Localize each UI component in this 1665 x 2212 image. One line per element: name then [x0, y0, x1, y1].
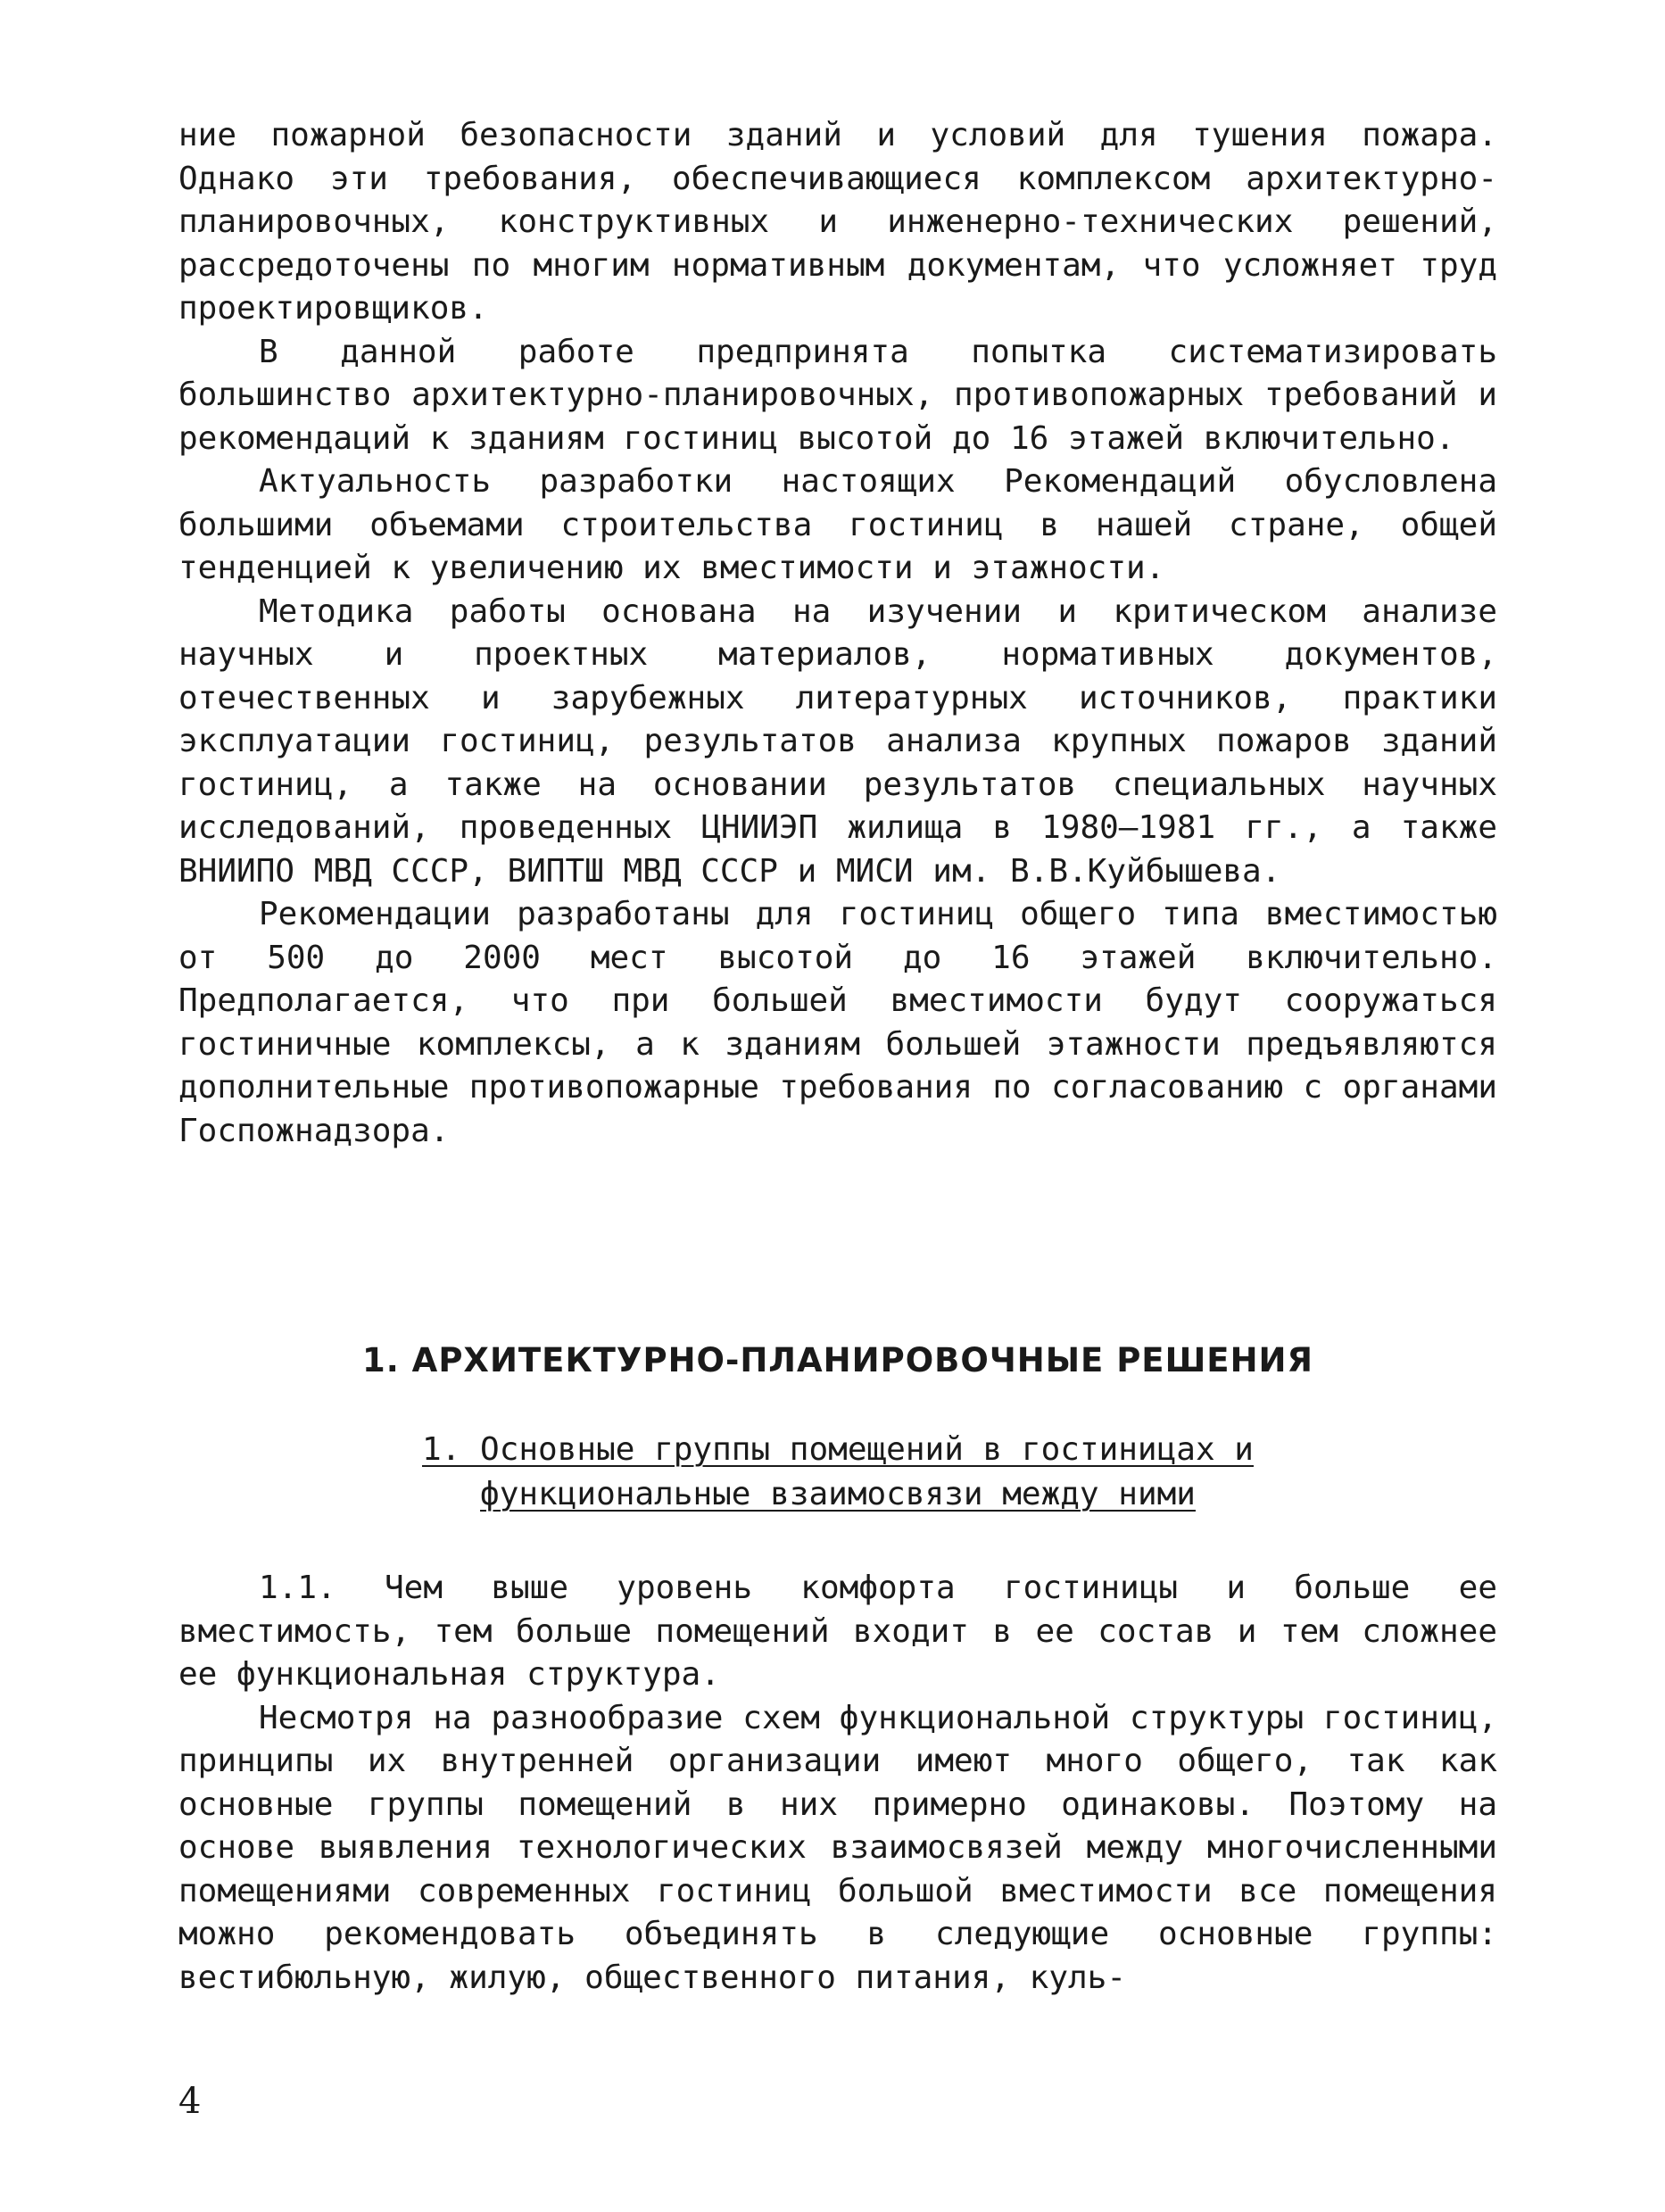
intro-paragraph-relevance: Актуальность разработки настоящих Рекомендаций обусловлена большими объемами строительства гостиниц в нашей стране, общей тенденцией к увеличению их вместимости и этажности.	[178, 463, 1497, 586]
subsection-heading	[178, 1428, 1497, 1517]
intro-paragraph-aim: В данной работе предпринята попытка систематизировать большинство архитектурно-планировочных, противопожарных требований и рекомендаций к зданиям гостиниц высотой до 16 этажей включительно.	[178, 333, 1497, 457]
subsection-heading-line-1: 1. Основные группы помещений в гостиницах и	[422, 1431, 1254, 1468]
section-paragraph-1-1: 1.1. Чем выше уровень комфорта гостиницы и больше ее вместимость, тем больше помещений входит в ее состав и тем сложнее ее функциональная структура.	[178, 1570, 1497, 1693]
intro-paragraph-scope: Рекомендации разработаны для гостиниц общего типа вместимостью от 500 до 2000 мест высотой до 16 этажей включительно. Предполагается, что при большей вместимости будут сооружаться гостиничные комплексы, а к зданиям большей этажности предъявляются дополнительные противопожарные требования по согласованию с органами Госпожнадзора.	[178, 896, 1497, 1149]
section-paragraph-groups: Несмотря на разнообразие схем функциональной структуры гостиниц, принципы их внутренней организации имеют много общего, так как основные группы помещений в них примерно одинаковы. Поэтому на основе выявления технологических взаимосвязей между многочисленными помещениями современных гостиниц большой вместимости все помещения можно рекомендовать объединять в следующие основные группы: вестибюльную, жилую, общественного питания, куль-	[178, 1699, 1497, 1996]
section-heading: 1. АРХИТЕКТУРНО-ПЛАНИРОВОЧНЫЕ РЕШЕНИЯ	[362, 1341, 1313, 1379]
intro-text-block	[178, 114, 1497, 1153]
page-number: 4	[178, 2081, 202, 2122]
intro-paragraph-continued: ние пожарной безопасности зданий и условий для тушения пожара. Однако эти требования, обеспечивающиеся комплексом архитектурно-планировочных, конструктивных и инженерно-технических решений, рассредоточены по многим нормативным документам, что усложняет труд проектировщиков.	[178, 117, 1497, 327]
intro-paragraph-methodology: Методика работы основана на изучении и критическом анализе научных и проектных материалов, нормативных документов, отечественных и зарубежных литературных источников, практики эксплуатации гостиниц, результатов анализа крупных пожаров зданий гостиниц, а также на основании результатов специальных научных исследований, проведенных ЦНИИЭП жилища в 1980–1981 гг., а также ВНИИПО МВД СССР, ВИПТШ МВД СССР и МИСИ им. В.В.Куйбышева.	[178, 592, 1497, 890]
subsection-heading-line-2: функциональные взаимосвязи между ними	[480, 1476, 1196, 1512]
section-text-block	[178, 1567, 1497, 2000]
